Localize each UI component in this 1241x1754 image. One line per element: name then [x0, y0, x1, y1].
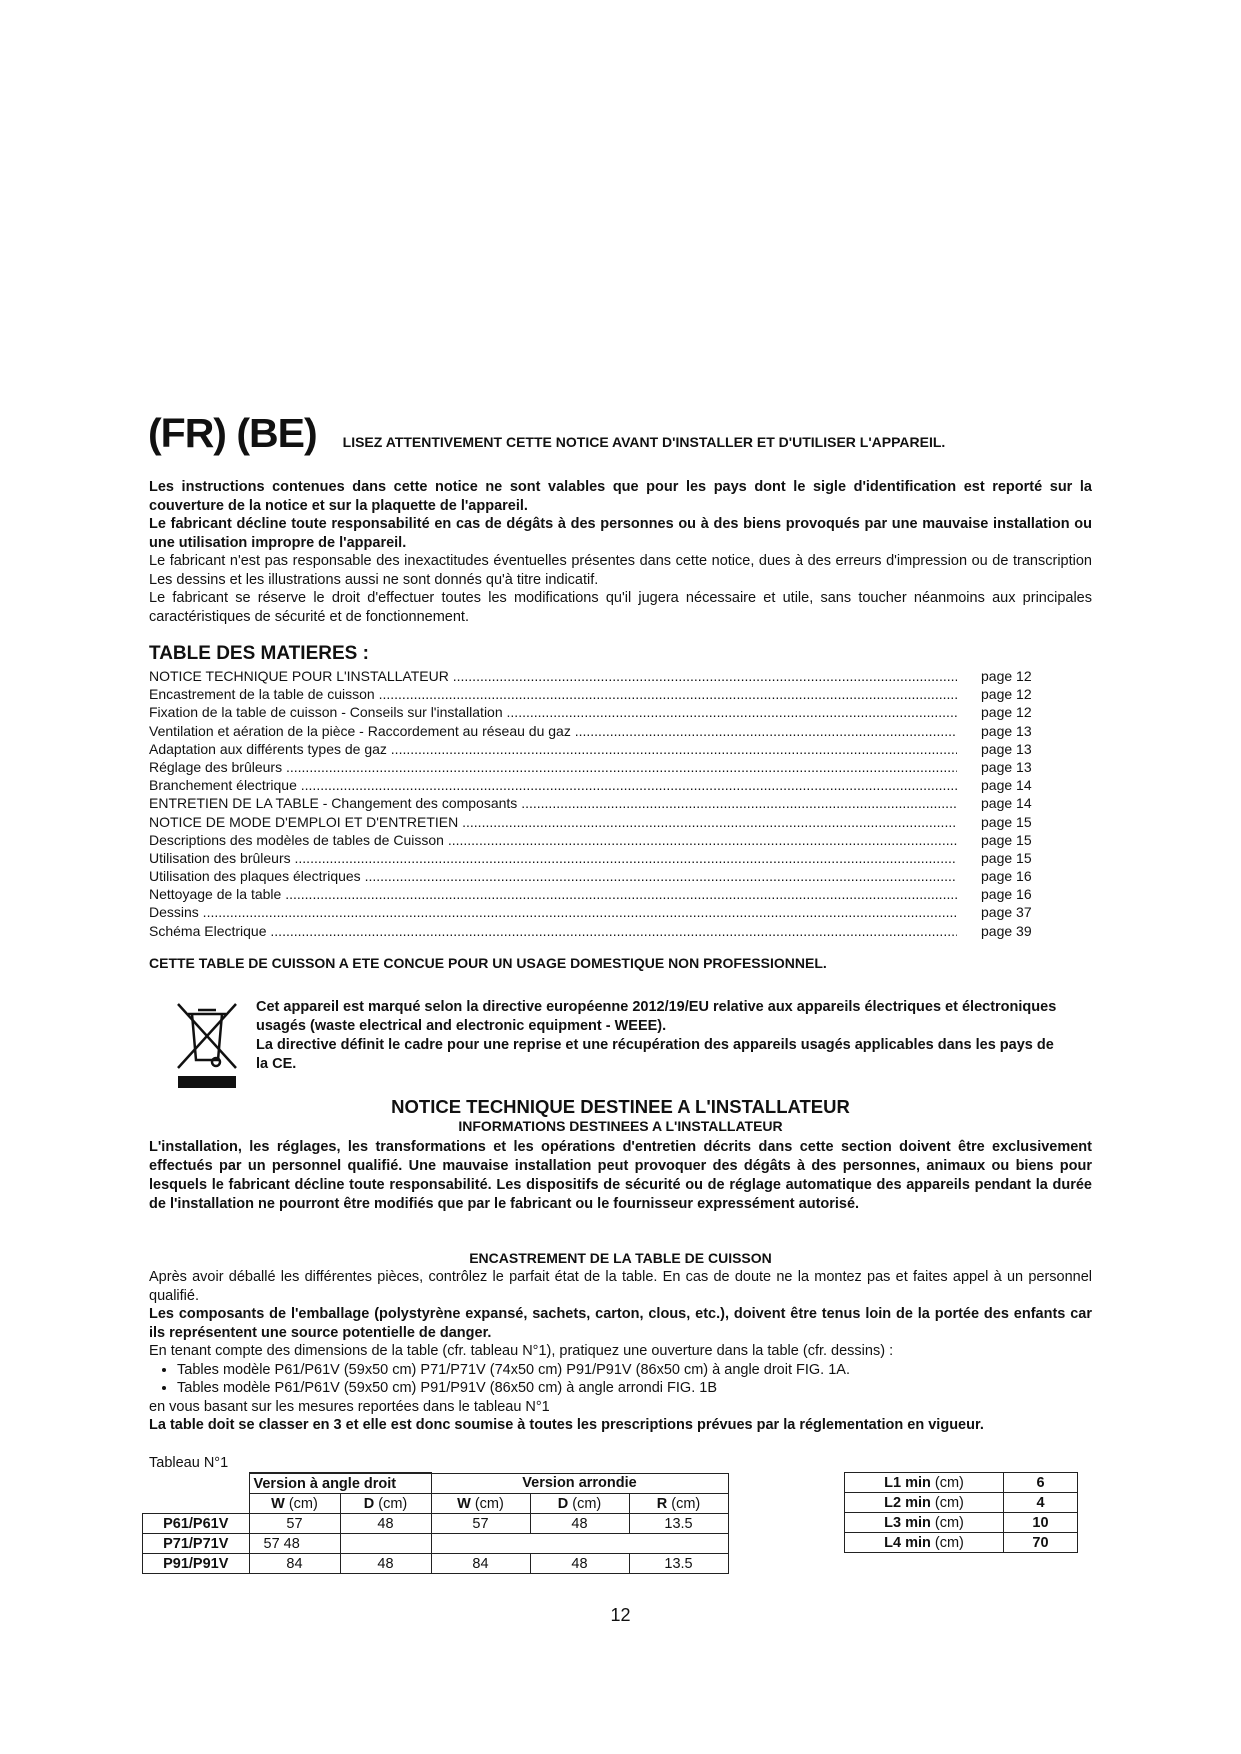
domestic-use-notice: CETTE TABLE DE CUISSON A ETE CONCUE POUR UN USAGE DOMESTIQUE NON PROFESSIONNEL.: [149, 955, 827, 971]
column-header: [431, 1494, 530, 1514]
toc-entry-page: page 37: [981, 904, 1032, 921]
table-cell: 13.5: [629, 1514, 728, 1534]
clearance-value: 4: [1004, 1493, 1078, 1513]
toc-entry-page: page 12: [981, 686, 1032, 703]
paragraph: La table doit se classer en 3 et elle est donc soumise à toutes les prescriptions prévues par la réglementation en vigueur.: [149, 1417, 984, 1433]
clearance-label: [845, 1533, 1004, 1553]
encastrement-title: ENCASTREMENT DE LA TABLE DE CUISSON: [469, 1250, 772, 1266]
table-row: [143, 1514, 729, 1534]
table-cell: 48: [530, 1554, 629, 1574]
clearance-key: L2 min: [884, 1494, 931, 1511]
paragraph: Après avoir déballé les différentes pièces, contrôlez le parfait état de la table. En cas de doute ne la montez pas et faites appel à un personnel qualifié.: [149, 1269, 1092, 1304]
toc-entry-label: Fixation de la table de cuisson - Conseils sur l'installation .....: [149, 703, 957, 721]
toc-entry-label: Ventilation et aération de la pièce - Raccordement au réseau du gaz .....: [149, 722, 957, 740]
clearance-label: [845, 1473, 1004, 1493]
toc-entry-label: Réglage des brûleurs .....: [149, 758, 957, 776]
clearance-value: 6: [1004, 1473, 1078, 1493]
toc-entry: [149, 849, 1039, 867]
column-symbol: W: [457, 1495, 471, 1512]
toc-entry-label: Nettoyage de la table .....: [149, 885, 957, 903]
toc-entry-page: page 12: [981, 704, 1032, 721]
clearance-key: L3 min: [884, 1514, 931, 1531]
toc-entry-page: page 13: [981, 740, 1032, 757]
intro-paragraph: Le fabricant se réserve le droit d'effectuer toutes les modifications qu'il jugera nécessaire et utile, sans toucher néanmoins aux principales caractéristiques de sécurité et de fonctionnement.: [149, 590, 1092, 625]
weee-paragraph: Cet appareil est marqué selon la directive européenne 2012/19/EU relative aux appareils électriques et électroniques usagés (waste electrical and electronic equipment - WEEE).: [256, 999, 1057, 1034]
clearance-key: L4 min: [884, 1534, 931, 1551]
model-cell: P61/P61V: [143, 1514, 250, 1534]
group-header: Version à angle droit: [249, 1473, 431, 1494]
column-unit: (cm): [470, 1495, 504, 1512]
toc-entry: [149, 885, 1039, 903]
toc-entry-page: page 13: [981, 758, 1032, 775]
model-cell: P71/P71V: [143, 1534, 250, 1554]
column-header: [629, 1494, 728, 1514]
crossed-bin-icon: [172, 1000, 242, 1090]
intro-paragraph: Le fabricant n'est pas responsable des inexactitudes éventuelles présentes dans cette notice, dues à des erreurs d'impression ou de transcription Les dessins et les illustrations aussi ne sont donnés qu'à titre indicatif.: [149, 553, 1092, 588]
column-header: [340, 1494, 431, 1514]
toc-entry: [149, 831, 1039, 849]
dimensions-table: [142, 1472, 729, 1574]
column-unit: (cm): [667, 1495, 701, 1512]
column-unit: (cm): [568, 1495, 602, 1512]
toc-entry-label: Adaptation aux différents types de gaz .....: [149, 740, 957, 758]
toc-entry-page: page 14: [981, 777, 1032, 794]
section-subtitle: INFORMATIONS DESTINEES A L'INSTALLATEUR: [458, 1118, 783, 1134]
table-row: [845, 1513, 1078, 1533]
toc-entry-page: page 15: [981, 849, 1032, 866]
table-cell: 13.5: [629, 1554, 728, 1574]
toc-entry: [149, 776, 1039, 794]
toc-entry: [149, 813, 1039, 831]
table-cell: 84: [431, 1554, 530, 1574]
toc-entry-label: ENTRETIEN DE LA TABLE - Changement des composants .....: [149, 794, 957, 812]
table-cell: 48: [340, 1514, 431, 1534]
clearance-value: 10: [1004, 1513, 1078, 1533]
column-symbol: R: [656, 1495, 668, 1512]
toc-entry: [149, 685, 1039, 703]
list-item: • Tables modèle P61/P61V (59x50 cm) P71/P71V (74x50 cm) P91/P91V (86x50 cm) à angle droit FIG. 1A.: [177, 1361, 1092, 1380]
toc-entry-label: NOTICE TECHNIQUE POUR L'INSTALLATEUR .....: [149, 667, 957, 685]
toc-entry-label: Descriptions des modèles de tables de Cuisson .....: [149, 831, 957, 849]
table-cell: 57: [431, 1514, 530, 1534]
toc-entry-label: NOTICE DE MODE D'EMPLOI ET D'ENTRETIEN .....: [149, 813, 957, 831]
clearance-unit: (cm): [930, 1494, 964, 1511]
table-label: Tableau N°1: [149, 1455, 229, 1471]
clearance-table: [844, 1472, 1078, 1553]
toc-entry: [149, 794, 1039, 812]
clearance-unit: (cm): [930, 1514, 964, 1531]
table-row: [845, 1533, 1078, 1553]
country-codes: (FR) (BE): [148, 410, 317, 456]
toc-entry: [149, 740, 1039, 758]
page-header: [148, 410, 945, 457]
bullet-list: [149, 1361, 1092, 1398]
table-row: [143, 1534, 729, 1554]
list-item: • Tables modèle P61/P61V (59x50 cm) P91/P91V (86x50 cm) à angle arrondi FIG. 1B: [177, 1379, 1092, 1398]
column-unit: (cm): [284, 1495, 318, 1512]
toc-entry-page: page 14: [981, 795, 1032, 812]
table-of-contents: [149, 667, 1039, 940]
column-unit: (cm): [374, 1495, 408, 1512]
column-symbol: D: [557, 1495, 569, 1512]
toc-entry: [149, 722, 1039, 740]
column-header: [530, 1494, 629, 1514]
paragraph: Les composants de l'emballage (polystyrène expansé, sachets, carton, clous, etc.), doivent être tenus loin de la portée des enfants car ils représentent une source potentielle de danger.: [149, 1306, 1092, 1341]
toc-entry-label: Utilisation des brûleurs .....: [149, 849, 957, 867]
column-symbol: W: [271, 1495, 285, 1512]
table-cell: 57: [249, 1514, 340, 1534]
toc-entry-page: page 16: [981, 886, 1032, 903]
page-number: 12: [610, 1605, 631, 1625]
encastrement-section: [149, 1268, 1092, 1435]
intro-paragraph: Le fabricant décline toute responsabilité en cas de dégâts à des personnes ou à des biens provoqués par une mauvaise installation ou une utilisation impropre de l'appareil.: [149, 516, 1092, 551]
intro-section: [149, 478, 1092, 626]
toc-entry-label: Branchement électrique .....: [149, 776, 957, 794]
toc-entry-page: page 12: [981, 668, 1032, 684]
clearance-value: 70: [1004, 1533, 1078, 1553]
toc-entry-page: page 15: [981, 813, 1032, 830]
installer-notice-body: L'installation, les réglages, les transformations et les opérations d'entretien décrits dans cette section doivent être exclusivement effectués par un personnel qualifié. Une mauvaise installation peut provoquer des dégâts à des personnes, animaux ou biens pour lesquels le fabricant décline toute responsabilité. Les dispositifs de sécurité ou de réglage automatique des appareils pendant la durée de l'installation ne pourront être modifiés que par le fabricant ou le fournisseur expressément autorisé.: [149, 1139, 1092, 1212]
column-symbol: D: [363, 1495, 375, 1512]
table-cell: 84: [249, 1554, 340, 1574]
table-cell: 48: [530, 1514, 629, 1534]
toc-entry: [149, 758, 1039, 776]
toc-entry-page: page 15: [981, 831, 1032, 848]
toc-entry-label: Schéma Electrique .....: [149, 922, 957, 940]
paragraph: En tenant compte des dimensions de la table (cfr. tableau N°1), pratiquez une ouverture dans la table (cfr. dessins) :: [149, 1343, 894, 1359]
toc-entry: [149, 922, 1039, 940]
toc-entry-label: Dessins .....: [149, 903, 957, 921]
clearance-label: [845, 1493, 1004, 1513]
toc-entry: [149, 667, 1039, 685]
toc-entry-label: Encastrement de la table de cuisson .....: [149, 685, 957, 703]
toc-entry-page: page 13: [981, 722, 1032, 739]
clearance-unit: (cm): [930, 1474, 964, 1491]
table-cell: 48: [340, 1554, 431, 1574]
header-warning: LISEZ ATTENTIVEMENT CETTE NOTICE AVANT D'INSTALLER ET D'UTILISER L'APPAREIL.: [342, 434, 946, 450]
toc-entry: [149, 703, 1039, 721]
column-header: [249, 1494, 340, 1514]
toc-entry: [149, 867, 1039, 885]
clearance-unit: (cm): [930, 1534, 964, 1551]
toc-entry-page: page 16: [981, 868, 1032, 885]
weee-paragraph: La directive définit le cadre pour une reprise et une récupération des appareils usagés applicables dans les pays de la CE.: [256, 1037, 1054, 1072]
table-row: [845, 1473, 1078, 1493]
group-header: Version arrondie: [431, 1473, 728, 1494]
toc-entry: [149, 903, 1039, 921]
intro-paragraph: Les instructions contenues dans cette notice ne sont valables que pour les pays dont le sigle d'identification est reporté sur la couverture de la notice et sur la plaquette de l'appareil.: [149, 479, 1092, 514]
table-row: [143, 1554, 729, 1574]
model-cell: P91/P91V: [143, 1554, 250, 1574]
toc-entry-page: page 39: [981, 922, 1032, 939]
toc-title: TABLE DES MATIERES :: [149, 643, 369, 664]
clearance-label: [845, 1513, 1004, 1533]
table-cell: 57 48: [249, 1534, 340, 1554]
toc-entry-label: Utilisation des plaques électriques .....: [149, 867, 957, 885]
table-row: [845, 1493, 1078, 1513]
section-title: NOTICE TECHNIQUE DESTINEE A L'INSTALLATEUR: [391, 1096, 850, 1117]
weee-notice: [256, 998, 1066, 1074]
clearance-key: L1 min: [884, 1474, 931, 1491]
paragraph: en vous basant sur les mesures reportées dans le tableau N°1: [149, 1398, 550, 1415]
